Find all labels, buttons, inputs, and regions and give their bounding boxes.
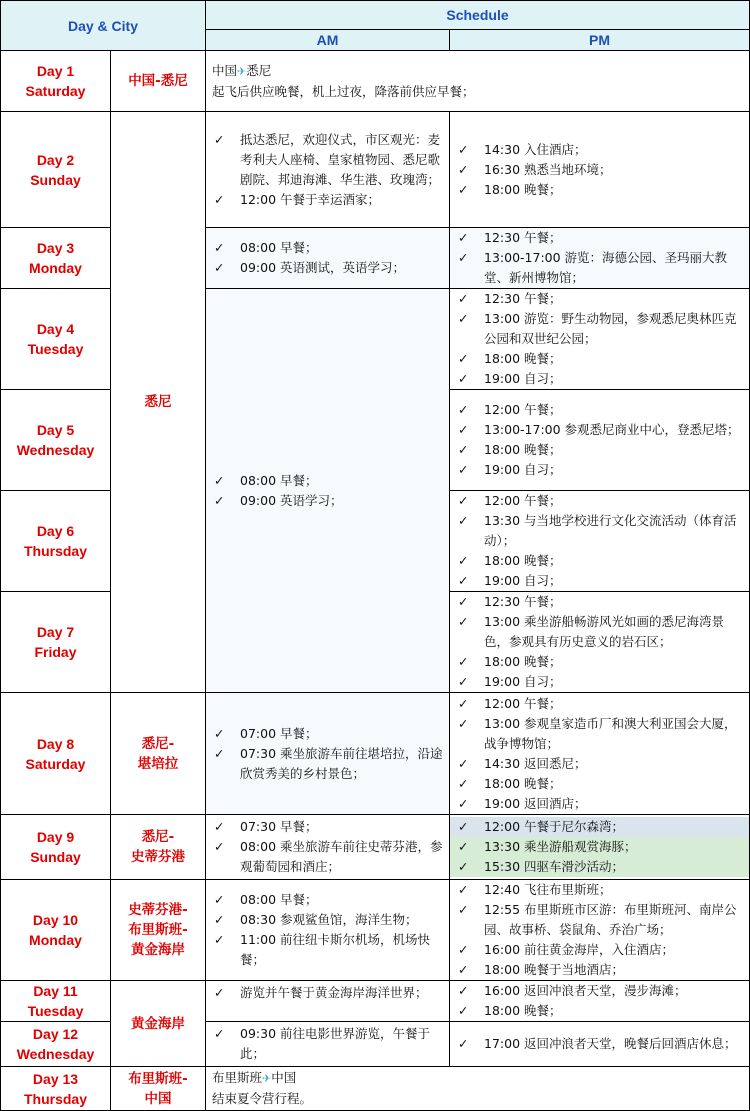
item-text: 12:00 午餐； [484, 695, 562, 711]
item-text: 17:00 返回冲浪者天堂，晚餐后回酒店休息； [484, 1036, 737, 1051]
item-text: 07:30 早餐； [240, 819, 318, 834]
pm-cell [450, 228, 750, 289]
item-text: 08:00 早餐； [240, 240, 318, 255]
check-icon: ✓ [458, 942, 469, 957]
plain-schedule: 布里斯班✈中国 结束夏令营行程。 [206, 1067, 750, 1111]
item-text: 抵达悉尼，欢迎仪式，市区观光：麦考利夫人座椅、皇家植物园、悉尼歌剧院、邦迪海滩、华生港、玫瑰湾； [240, 131, 441, 187]
check-icon: ✓ [458, 442, 469, 457]
check-icon: ✓ [214, 260, 225, 275]
list-item [454, 400, 745, 420]
table-row [1, 1067, 750, 1111]
city-cell: 黄金海岸 [111, 981, 206, 1067]
check-icon: ✓ [458, 654, 469, 669]
list-item [454, 940, 745, 960]
item-text: 07:30 乘坐旅游车前往堪培拉，沿途欣赏秀美的乡村景色； [240, 745, 443, 781]
list-item [454, 289, 745, 309]
city-cell: 悉尼- 史蒂芬港 [111, 815, 206, 880]
day-label: Day 11 Tuesday [1, 981, 111, 1022]
day-label: Day 7 Friday [1, 592, 111, 693]
list-item [454, 694, 745, 714]
check-icon: ✓ [458, 614, 469, 629]
list-item [210, 930, 445, 970]
list-item [210, 130, 445, 190]
check-icon: ✓ [458, 775, 469, 791]
item-text: 18:00 晚餐； [484, 775, 562, 791]
am-cell [206, 815, 450, 880]
list-item [210, 258, 445, 278]
city-cell: 史蒂芬港- 布里斯班- 黄金海岸 [111, 880, 206, 981]
check-icon: ✓ [458, 371, 469, 386]
item-text: 19:00 自习； [484, 674, 562, 689]
list-item [454, 420, 745, 440]
list-item [454, 1001, 745, 1021]
check-icon: ✓ [214, 472, 225, 488]
table-row [1, 981, 750, 1022]
list-item [454, 140, 745, 160]
check-icon: ✓ [458, 859, 469, 874]
check-icon: ✓ [458, 291, 469, 306]
list-item [210, 890, 445, 910]
item-text: 12:30 午餐； [484, 291, 562, 306]
list-item [210, 817, 445, 837]
check-icon: ✓ [458, 553, 469, 568]
check-icon: ✓ [458, 141, 469, 157]
day-label: Day 9 Sunday [1, 815, 111, 880]
check-icon: ✓ [458, 755, 469, 771]
item-text: 08:00 乘坐旅游车前往史蒂芬港，参观葡萄园和酒庄； [240, 839, 443, 874]
item-text: 16:00 前往黄金海岸，入住酒店； [484, 942, 674, 957]
table-row [1, 112, 750, 228]
day-label: Day 4 Tuesday [1, 289, 111, 390]
check-icon: ✓ [214, 892, 225, 907]
check-icon: ✓ [458, 1036, 469, 1051]
check-icon: ✓ [458, 493, 469, 508]
check-icon: ✓ [458, 230, 469, 245]
list-item [454, 571, 745, 591]
list-item [454, 981, 745, 1001]
schedule-header: Schedule [206, 1, 750, 30]
city-cell: 悉尼- 堪培拉 [111, 693, 206, 815]
item-text: 12:00 午餐； [484, 402, 562, 417]
check-icon: ✓ [458, 983, 469, 998]
list-item [210, 724, 445, 744]
list-item [454, 612, 745, 652]
item-text: 18:00 晚餐； [484, 351, 562, 366]
list-item [454, 672, 745, 692]
item-text: 14:30 入住酒店； [484, 141, 587, 157]
day-label: Day 10 Monday [1, 880, 111, 981]
item-text: 19:00 自习； [484, 371, 562, 386]
list-item [210, 238, 445, 258]
item-text: 18:00 晚餐； [484, 553, 562, 568]
check-icon: ✓ [458, 351, 469, 366]
list-item [454, 960, 745, 980]
item-text: 11:00 前往纽卡斯尔机场，机场快餐； [240, 932, 430, 967]
item-text: 13:30 与当地学校进行文化交流活动（体育活动）； [484, 513, 737, 548]
list-item [454, 652, 745, 672]
item-text: 13:00-17:00 游览：海德公园、圣玛丽大教堂、新州博物馆； [484, 250, 728, 285]
list-item [210, 837, 445, 877]
check-icon: ✓ [214, 191, 225, 207]
table-row [1, 815, 750, 880]
plane-icon: ✈ [262, 1072, 272, 1085]
check-icon: ✓ [458, 839, 469, 854]
pm-cell [450, 112, 750, 228]
check-icon: ✓ [214, 932, 225, 947]
item-text: 13:00 乘坐游船畅游风光如画的悉尼海湾景色，参观具有历史意义的岩石区； [484, 614, 724, 649]
list-item [210, 471, 445, 491]
check-icon: ✓ [214, 985, 225, 1000]
item-text: 13:00-17:00 参观悉尼商业中心，登悉尼塔； [484, 422, 740, 437]
item-text: 07:00 早餐； [240, 725, 318, 741]
am-cell [206, 880, 450, 981]
item-text: 08:00 早餐； [240, 892, 318, 907]
plain-schedule: 中国✈悉尼 起飞后供应晚餐，机上过夜，降落前供应早餐； [206, 51, 750, 112]
list-item [210, 491, 445, 511]
item-text: 12:00 午餐于尼尔森湾； [484, 819, 624, 834]
item-text: 19:00 自习； [484, 462, 562, 477]
list-item [210, 910, 445, 930]
list-item [450, 817, 749, 837]
check-icon: ✓ [458, 402, 469, 417]
pm-cell [450, 491, 750, 592]
item-text: 18:00 晚餐于当地酒店； [484, 962, 624, 977]
item-text: 12:30 午餐； [484, 594, 562, 609]
check-icon: ✓ [458, 594, 469, 609]
list-item [450, 837, 749, 857]
item-text: 13:00 参观皇家造币厂和澳大利亚国会大厦，战争博物馆； [484, 715, 737, 751]
check-icon: ✓ [458, 513, 469, 528]
check-icon: ✓ [458, 422, 469, 437]
item-text: 12:40 飞往布里斯班； [484, 882, 612, 897]
item-text: 19:00 返回酒店； [484, 795, 587, 811]
check-icon: ✓ [214, 1026, 225, 1041]
pm-cell [450, 289, 750, 390]
item-text: 18:00 晚餐； [484, 442, 562, 457]
am-cell [206, 693, 450, 815]
list-item [454, 369, 745, 389]
list-item [454, 440, 745, 460]
table-row [1, 880, 750, 981]
item-text: 12:00 午餐于幸运酒家； [240, 191, 380, 207]
list-item [454, 248, 745, 288]
day-label: Day 3 Monday [1, 228, 111, 289]
item-text: 09:30 前往电影世界游览，午餐于此； [240, 1026, 430, 1061]
city-cell: 悉尼 [111, 112, 206, 693]
day-label: Day 5 Wednesday [1, 390, 111, 491]
am-cell [206, 228, 450, 289]
item-text: 09:00 英语测试，英语学习； [240, 260, 405, 275]
check-icon: ✓ [214, 492, 225, 508]
list-item [210, 983, 445, 1003]
check-icon: ✓ [458, 819, 469, 834]
day-label: Day 2 Sunday [1, 112, 111, 228]
table-row [1, 693, 750, 815]
am-cell [206, 1022, 450, 1067]
item-text: 19:00 自习； [484, 573, 562, 588]
pm-cell [450, 390, 750, 491]
check-icon: ✓ [458, 695, 469, 711]
item-text: 12:30 午餐； [484, 230, 562, 245]
item-text: 16:00 返回冲浪者天堂，漫步海滩； [484, 983, 687, 998]
pm-cell [450, 815, 750, 880]
list-item [454, 1034, 745, 1054]
day-label: Day 6 Thursday [1, 491, 111, 592]
list-item [454, 754, 745, 774]
item-text: 09:00 英语学习； [240, 492, 343, 508]
list-item [454, 460, 745, 480]
list-item [454, 592, 745, 612]
item-text: 12:00 午餐； [484, 493, 562, 508]
pm-cell [450, 1022, 750, 1067]
check-icon: ✓ [214, 745, 225, 761]
check-icon: ✓ [458, 902, 469, 917]
item-text: 08:30 参观鲨鱼馆，海洋生物； [240, 912, 418, 927]
list-item [454, 714, 745, 754]
list-item [454, 228, 745, 248]
check-icon: ✓ [214, 725, 225, 741]
pm-cell [450, 693, 750, 815]
item-text: 18:00 晚餐； [484, 181, 562, 197]
check-icon: ✓ [214, 240, 225, 255]
item-text: 16:30 熟悉当地环境； [484, 161, 612, 177]
table-row [1, 51, 750, 112]
am-cell [206, 112, 450, 228]
day-label: Day 1 Saturday [1, 51, 111, 112]
check-icon: ✓ [214, 912, 225, 927]
list-item [454, 551, 745, 571]
check-icon: ✓ [214, 131, 225, 147]
item-text: 游览并午餐于黄金海岸海洋世界； [240, 985, 428, 1000]
item-text: 14:30 返回悉尼； [484, 755, 587, 771]
list-item [454, 900, 745, 940]
list-item [210, 190, 445, 210]
check-icon: ✓ [214, 839, 225, 854]
list-item [454, 180, 745, 200]
check-icon: ✓ [458, 674, 469, 689]
city-cell: 中国-悉尼 [111, 51, 206, 112]
check-icon: ✓ [458, 573, 469, 588]
item-text: 18:00 晚餐； [484, 1003, 562, 1018]
check-icon: ✓ [458, 181, 469, 197]
check-icon: ✓ [458, 250, 469, 265]
item-text: 13:30 乘坐游船观赏海豚； [484, 839, 637, 854]
list-item [454, 511, 745, 551]
item-text: 13:00 游览：野生动物园，参观悉尼奥林匹克公园和双世纪公园； [484, 311, 737, 346]
check-icon: ✓ [458, 161, 469, 177]
list-item [454, 880, 745, 900]
pm-cell [450, 880, 750, 981]
check-icon: ✓ [458, 715, 469, 731]
list-item [454, 774, 745, 794]
item-text: 08:00 早餐； [240, 472, 318, 488]
list-item [210, 744, 445, 784]
check-icon: ✓ [458, 795, 469, 811]
day-label: Day 13 Thursday [1, 1067, 111, 1111]
check-icon: ✓ [458, 462, 469, 477]
city-cell: 布里斯班- 中国 [111, 1067, 206, 1111]
pm-header: PM [450, 30, 750, 51]
day-label: Day 8 Saturday [1, 693, 111, 815]
list-item [450, 857, 749, 877]
check-icon: ✓ [458, 962, 469, 977]
day-label: Day 12 Wednesday [1, 1022, 111, 1067]
list-item [454, 349, 745, 369]
check-icon: ✓ [458, 882, 469, 897]
item-text: 12:55 布里斯班市区游：布里斯班河、南岸公园、故事桥、袋鼠角、乔治广场； [484, 902, 737, 937]
list-item [454, 491, 745, 511]
check-icon: ✓ [458, 1003, 469, 1018]
plane-icon: ✈ [237, 64, 247, 78]
am-header: AM [206, 30, 450, 51]
check-icon: ✓ [214, 819, 225, 834]
pm-cell [450, 981, 750, 1022]
pm-cell [450, 592, 750, 693]
am-cell [206, 289, 450, 693]
list-item [454, 794, 745, 814]
list-item [210, 1024, 445, 1064]
list-item [454, 309, 745, 349]
item-text: 18:00 晚餐； [484, 654, 562, 669]
list-item [454, 160, 745, 180]
am-cell [206, 981, 450, 1022]
item-text: 15:30 四驱车滑沙活动； [484, 859, 624, 874]
check-icon: ✓ [458, 311, 469, 326]
day-city-header: Day & City [1, 1, 206, 51]
